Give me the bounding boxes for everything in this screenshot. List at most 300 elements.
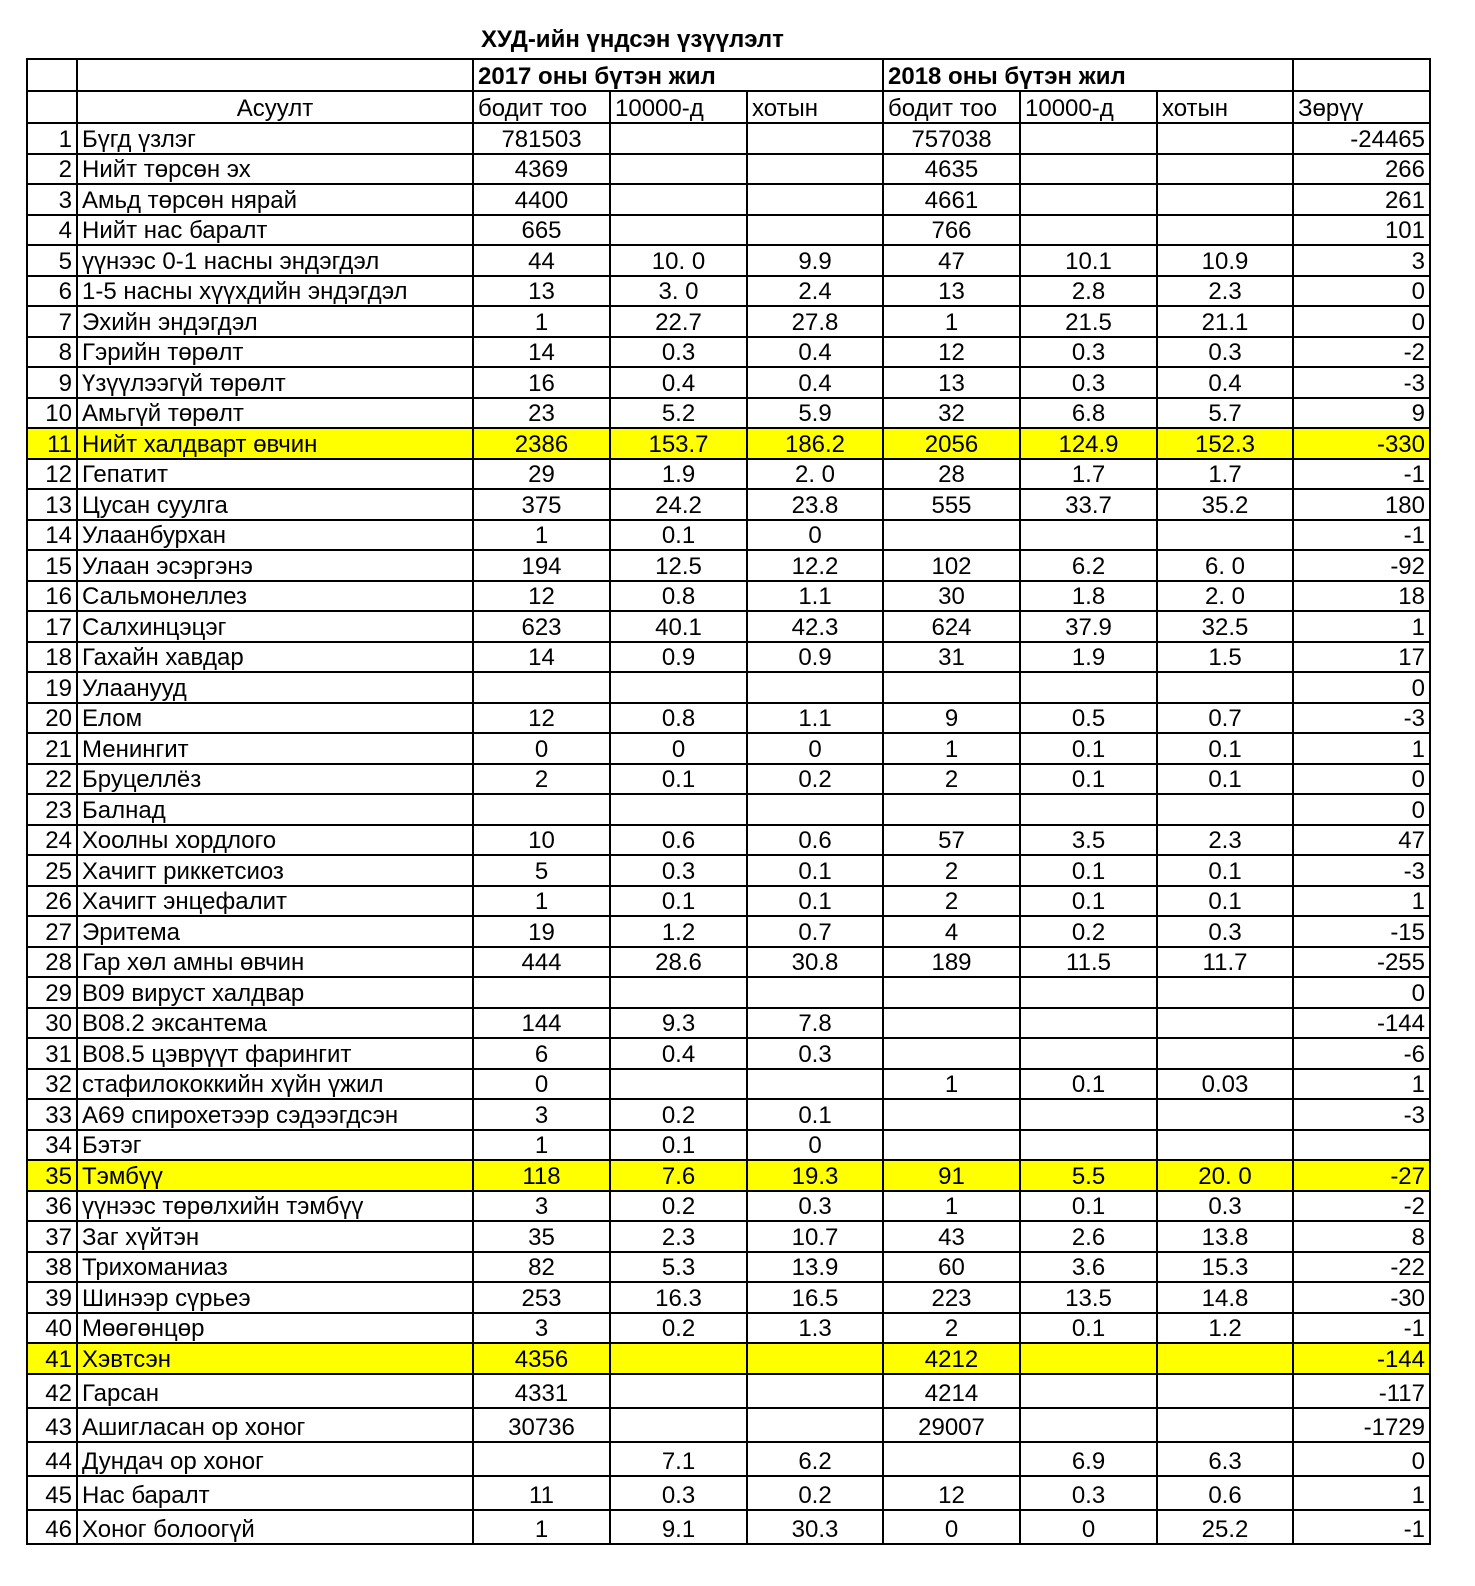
cell-city-2017: 12.2 [747,550,883,581]
cell-per10000-2017: 40.1 [610,611,747,642]
row-label: Гар хөл амны өвчин [77,947,473,978]
cell-per10000-2018 [1020,184,1157,215]
cell-per10000-2017: 0.8 [610,703,747,734]
row-number: 19 [27,672,77,703]
row-label: Эритема [77,916,473,947]
cell-actual-2018: 2 [883,855,1020,886]
cell-per10000-2018 [1020,794,1157,825]
cell-city-2017: 30.3 [747,1510,883,1544]
cell-actual-2017: 1 [473,1130,610,1161]
cell-actual-2018: 1 [883,1191,1020,1222]
cell-city-2018: 11.7 [1157,947,1293,978]
cell-city-2017 [747,977,883,1008]
cell-actual-2017: 4369 [473,154,610,185]
cell-city-2017: 0 [747,733,883,764]
row-label: Елом [77,703,473,734]
table-row [27,1442,1430,1476]
cell-city-2018: 13.8 [1157,1221,1293,1252]
cell-per10000-2017: 0.6 [610,825,747,856]
row-number: 27 [27,916,77,947]
cell-city-2018: 10.9 [1157,245,1293,276]
cell-actual-2017 [473,672,610,703]
cell-city-2018: 32.5 [1157,611,1293,642]
cell-diff: -1 [1293,1313,1430,1344]
cell-actual-2018: 47 [883,245,1020,276]
cell-diff: 0 [1293,306,1430,337]
cell-city-2018: 0.7 [1157,703,1293,734]
cell-city-2017 [747,1069,883,1100]
table-row [27,1343,1430,1374]
cell-actual-2017: 444 [473,947,610,978]
row-label: Нийт нас баралт [77,215,473,246]
cell-city-2017: 30.8 [747,947,883,978]
table-row [27,123,1430,154]
cell-actual-2017: 23 [473,398,610,429]
table-row [27,276,1430,307]
cell-actual-2018: 12 [883,1476,1020,1510]
cell-actual-2017: 3 [473,1313,610,1344]
table-row [27,825,1430,856]
cell-city-2018: 20. 0 [1157,1160,1293,1191]
cell-actual-2018: 29007 [883,1408,1020,1442]
cell-per10000-2017: 0.4 [610,367,747,398]
cell-per10000-2017: 1.2 [610,916,747,947]
table-row [27,1221,1430,1252]
cell-per10000-2018 [1020,215,1157,246]
cell-per10000-2018 [1020,672,1157,703]
row-number: 12 [27,459,77,490]
row-label: Эхийн эндэгдэл [77,306,473,337]
cell-per10000-2017: 10. 0 [610,245,747,276]
cell-diff: 101 [1293,215,1430,246]
cell-city-2018: 25.2 [1157,1510,1293,1544]
cell-diff: -22 [1293,1252,1430,1283]
table-row [27,306,1430,337]
header-actual-2018: бодит тоо [883,91,1020,123]
row-number: 26 [27,886,77,917]
cell-actual-2018 [883,672,1020,703]
cell-city-2017 [747,1374,883,1408]
cell-actual-2018: 9 [883,703,1020,734]
row-label: Бүгд үзлэг [77,123,473,154]
cell-diff: 1 [1293,886,1430,917]
cell-city-2017: 16.5 [747,1282,883,1313]
cell-city-2017: 13.9 [747,1252,883,1283]
header-diff: Зөрүү [1293,91,1430,123]
cell-city-2018: 0.1 [1157,886,1293,917]
cell-per10000-2018: 124.9 [1020,428,1157,459]
cell-actual-2018: 60 [883,1252,1020,1283]
cell-actual-2018: 189 [883,947,1020,978]
table-row [27,1408,1430,1442]
row-number: 29 [27,977,77,1008]
cell-actual-2018: 4 [883,916,1020,947]
cell-actual-2018: 28 [883,459,1020,490]
cell-city-2018 [1157,1099,1293,1130]
cell-per10000-2018: 0 [1020,1510,1157,1544]
cell-diff: -3 [1293,703,1430,734]
table-row [27,1069,1430,1100]
table-row [27,947,1430,978]
cell-actual-2018: 2 [883,886,1020,917]
cell-actual-2017: 781503 [473,123,610,154]
cell-per10000-2017: 28.6 [610,947,747,978]
cell-diff: -2 [1293,337,1430,368]
cell-city-2017 [747,1343,883,1374]
cell-per10000-2018 [1020,520,1157,551]
cell-per10000-2018 [1020,977,1157,1008]
cell-per10000-2017: 153.7 [610,428,747,459]
cell-diff: 17 [1293,642,1430,673]
cell-actual-2017: 118 [473,1160,610,1191]
table-row [27,855,1430,886]
cell-per10000-2017: 0.2 [610,1313,747,1344]
cell-city-2017: 1.1 [747,703,883,734]
row-label: Менингит [77,733,473,764]
table-row [27,245,1430,276]
cell-city-2017: 9.9 [747,245,883,276]
cell-diff: -1 [1293,459,1430,490]
header-question: Асуулт [77,91,473,123]
table-row [27,703,1430,734]
cell-per10000-2018: 3.5 [1020,825,1157,856]
cell-diff: 0 [1293,1442,1430,1476]
cell-city-2017 [747,794,883,825]
table-row [27,611,1430,642]
cell-diff: -3 [1293,1099,1430,1130]
cell-city-2017: 0.3 [747,1038,883,1069]
cell-city-2018: 15.3 [1157,1252,1293,1283]
row-label: Ашигласан ор хоног [77,1408,473,1442]
row-number: 44 [27,1442,77,1476]
cell-per10000-2017: 0.3 [610,855,747,886]
cell-city-2017: 0.2 [747,1476,883,1510]
table-row [27,1313,1430,1344]
cell-diff: -117 [1293,1374,1430,1408]
cell-actual-2018: 12 [883,337,1020,368]
cell-per10000-2017: 0.3 [610,337,747,368]
cell-actual-2017: 0 [473,733,610,764]
cell-per10000-2017 [610,672,747,703]
cell-city-2017 [747,154,883,185]
row-label: Гэрийн төрөлт [77,337,473,368]
cell-per10000-2018: 6.9 [1020,1442,1157,1476]
table-row [27,1510,1430,1544]
cell-per10000-2018: 6.2 [1020,550,1157,581]
cell-per10000-2018: 2.8 [1020,276,1157,307]
cell-per10000-2017: 5.2 [610,398,747,429]
cell-city-2017: 23.8 [747,489,883,520]
cell-city-2018: 5.7 [1157,398,1293,429]
row-label: Улаанбурхан [77,520,473,551]
table-row [27,398,1430,429]
cell-per10000-2017 [610,154,747,185]
cell-per10000-2018: 0.1 [1020,855,1157,886]
cell-diff: -15 [1293,916,1430,947]
cell-per10000-2018 [1020,1374,1157,1408]
row-number: 30 [27,1008,77,1039]
cell-actual-2017: 1 [473,306,610,337]
cell-diff: -27 [1293,1160,1430,1191]
cell-city-2018 [1157,215,1293,246]
cell-per10000-2017 [610,1374,747,1408]
cell-city-2017 [747,672,883,703]
cell-per10000-2018: 13.5 [1020,1282,1157,1313]
blank-cell [27,59,77,91]
cell-actual-2018: 624 [883,611,1020,642]
cell-city-2018: 0.1 [1157,855,1293,886]
cell-per10000-2018: 1.7 [1020,459,1157,490]
table-row [27,581,1430,612]
cell-per10000-2017 [610,977,747,1008]
row-label: Сальмонеллез [77,581,473,612]
cell-per10000-2018: 0.1 [1020,764,1157,795]
cell-actual-2018: 31 [883,642,1020,673]
cell-city-2018 [1157,672,1293,703]
cell-actual-2018: 91 [883,1160,1020,1191]
cell-diff: -1 [1293,520,1430,551]
row-label: үүнээс төрөлхийн тэмбүү [77,1191,473,1222]
cell-city-2018: 35.2 [1157,489,1293,520]
cell-actual-2017: 253 [473,1282,610,1313]
cell-per10000-2017 [610,215,747,246]
row-number: 40 [27,1313,77,1344]
header-actual-2017: бодит тоо [473,91,610,123]
cell-diff: 266 [1293,154,1430,185]
table-row [27,1191,1430,1222]
row-label: В09 вируст халдвар [77,977,473,1008]
cell-per10000-2017: 0.8 [610,581,747,612]
cell-diff: -2 [1293,1191,1430,1222]
cell-per10000-2018: 0.1 [1020,1313,1157,1344]
cell-actual-2018: 2056 [883,428,1020,459]
row-number: 13 [27,489,77,520]
row-number: 22 [27,764,77,795]
cell-diff [1293,1130,1430,1161]
cell-city-2018: 0.4 [1157,367,1293,398]
cell-diff: -144 [1293,1008,1430,1039]
cell-city-2018 [1157,1008,1293,1039]
cell-per10000-2017: 0.1 [610,764,747,795]
blank-cell [77,59,473,91]
cell-actual-2017: 13 [473,276,610,307]
cell-city-2018: 6. 0 [1157,550,1293,581]
table-row [27,1252,1430,1283]
cell-city-2018: 0.3 [1157,337,1293,368]
cell-actual-2018 [883,520,1020,551]
cell-diff: -24465 [1293,123,1430,154]
cell-actual-2018: 4214 [883,1374,1020,1408]
row-label: Улаан эсэргэнэ [77,550,473,581]
cell-city-2018: 0.6 [1157,1476,1293,1510]
cell-diff: -3 [1293,855,1430,886]
cell-actual-2017 [473,1442,610,1476]
row-number: 28 [27,947,77,978]
blank-cell [27,91,77,123]
cell-city-2017: 0.2 [747,764,883,795]
cell-actual-2018 [883,977,1020,1008]
cell-diff: 1 [1293,1476,1430,1510]
row-label: В08.5 цэврүүт фарингит [77,1038,473,1069]
cell-city-2018: 0.3 [1157,1191,1293,1222]
cell-actual-2017: 0 [473,1069,610,1100]
cell-city-2018 [1157,1343,1293,1374]
cell-diff: 0 [1293,977,1430,1008]
cell-per10000-2017: 0 [610,733,747,764]
row-number: 10 [27,398,77,429]
cell-per10000-2018: 0.3 [1020,1476,1157,1510]
cell-per10000-2017: 0.2 [610,1191,747,1222]
summary-table [26,58,1431,1545]
page-title: ХУД-ийн үндсэн үзүүлэлт [481,26,784,53]
cell-actual-2018: 2 [883,1313,1020,1344]
row-label: Үзүүлээгүй төрөлт [77,367,473,398]
cell-per10000-2017 [610,1343,747,1374]
row-number: 35 [27,1160,77,1191]
cell-city-2017: 0.1 [747,855,883,886]
cell-actual-2017 [473,977,610,1008]
table-row [27,428,1430,459]
cell-city-2018: 6.3 [1157,1442,1293,1476]
row-number: 17 [27,611,77,642]
cell-per10000-2017: 24.2 [610,489,747,520]
cell-per10000-2017 [610,794,747,825]
cell-actual-2018: 13 [883,367,1020,398]
table-row [27,367,1430,398]
cell-actual-2017: 3 [473,1191,610,1222]
cell-per10000-2017 [610,1069,747,1100]
cell-per10000-2018 [1020,1008,1157,1039]
cell-actual-2018: 555 [883,489,1020,520]
table-row [27,794,1430,825]
table-row [27,1099,1430,1130]
cell-actual-2017: 44 [473,245,610,276]
cell-per10000-2018: 0.3 [1020,337,1157,368]
cell-per10000-2017: 9.3 [610,1008,747,1039]
cell-per10000-2018: 0.2 [1020,916,1157,947]
row-number: 16 [27,581,77,612]
table-row [27,550,1430,581]
cell-actual-2018: 30 [883,581,1020,612]
cell-city-2018: 0.1 [1157,733,1293,764]
cell-per10000-2017: 12.5 [610,550,747,581]
cell-city-2017: 1.3 [747,1313,883,1344]
row-label: Хоолны хордлого [77,825,473,856]
table-row [27,154,1430,185]
cell-actual-2017: 10 [473,825,610,856]
cell-diff: -30 [1293,1282,1430,1313]
cell-city-2017: 1.1 [747,581,883,612]
table-row [27,1008,1430,1039]
header-city-2018: хотын [1157,91,1293,123]
cell-per10000-2018: 10.1 [1020,245,1157,276]
cell-city-2017: 10.7 [747,1221,883,1252]
cell-diff: -6 [1293,1038,1430,1069]
cell-per10000-2018: 1.9 [1020,642,1157,673]
cell-per10000-2018 [1020,1408,1157,1442]
row-number: 42 [27,1374,77,1408]
row-label: 1-5 насны хүүхдийн эндэгдэл [77,276,473,307]
cell-city-2018: 1.2 [1157,1313,1293,1344]
cell-per10000-2018: 0.3 [1020,367,1157,398]
cell-per10000-2018: 1.8 [1020,581,1157,612]
cell-per10000-2018: 0.5 [1020,703,1157,734]
cell-city-2018 [1157,1374,1293,1408]
cell-actual-2018: 757038 [883,123,1020,154]
table-row [27,489,1430,520]
cell-per10000-2018: 0.1 [1020,886,1157,917]
cell-per10000-2018: 2.6 [1020,1221,1157,1252]
cell-actual-2017: 375 [473,489,610,520]
column-header-row [27,91,1430,123]
cell-city-2018 [1157,1130,1293,1161]
table-row [27,1374,1430,1408]
table-row [27,977,1430,1008]
cell-city-2018 [1157,977,1293,1008]
cell-city-2017 [747,1408,883,1442]
row-label: Нас баралт [77,1476,473,1510]
row-number: 21 [27,733,77,764]
cell-actual-2018 [883,1099,1020,1130]
cell-city-2017: 0.1 [747,1099,883,1130]
row-number: 24 [27,825,77,856]
row-label: Бруцеллёз [77,764,473,795]
row-label: А69 спирохетээр сэдээгдсэн [77,1099,473,1130]
cell-per10000-2017: 5.3 [610,1252,747,1283]
cell-actual-2017: 1 [473,886,610,917]
row-label: Хачигт энцефалит [77,886,473,917]
row-label: Нийт төрсөн эх [77,154,473,185]
cell-actual-2018: 102 [883,550,1020,581]
cell-diff: 1 [1293,611,1430,642]
cell-city-2017: 0 [747,1130,883,1161]
row-number: 38 [27,1252,77,1283]
cell-per10000-2017: 7.6 [610,1160,747,1191]
cell-actual-2018 [883,1038,1020,1069]
row-number: 6 [27,276,77,307]
cell-per10000-2017: 3. 0 [610,276,747,307]
cell-actual-2017: 2 [473,764,610,795]
cell-diff: 0 [1293,764,1430,795]
cell-diff: 8 [1293,1221,1430,1252]
row-label: Балнад [77,794,473,825]
cell-city-2018: 1.7 [1157,459,1293,490]
cell-city-2017 [747,215,883,246]
table-row [27,1130,1430,1161]
cell-actual-2017: 194 [473,550,610,581]
cell-actual-2017: 82 [473,1252,610,1283]
cell-diff: -3 [1293,367,1430,398]
cell-actual-2018 [883,1130,1020,1161]
cell-diff: -1729 [1293,1408,1430,1442]
cell-actual-2017: 1 [473,520,610,551]
cell-actual-2018 [883,1008,1020,1039]
cell-actual-2017 [473,794,610,825]
cell-diff: 9 [1293,398,1430,429]
cell-diff: 18 [1293,581,1430,612]
cell-per10000-2018 [1020,1038,1157,1069]
header-per10000-2018: 10000-д [1020,91,1157,123]
row-label: Заг хүйтэн [77,1221,473,1252]
header-city-2017: хотын [747,91,883,123]
cell-actual-2018: 32 [883,398,1020,429]
cell-per10000-2017: 7.1 [610,1442,747,1476]
cell-per10000-2018: 0.1 [1020,1191,1157,1222]
cell-diff: -1 [1293,1510,1430,1544]
row-label: Нийт халдварт өвчин [77,428,473,459]
cell-city-2017: 0.9 [747,642,883,673]
cell-city-2018 [1157,1038,1293,1069]
